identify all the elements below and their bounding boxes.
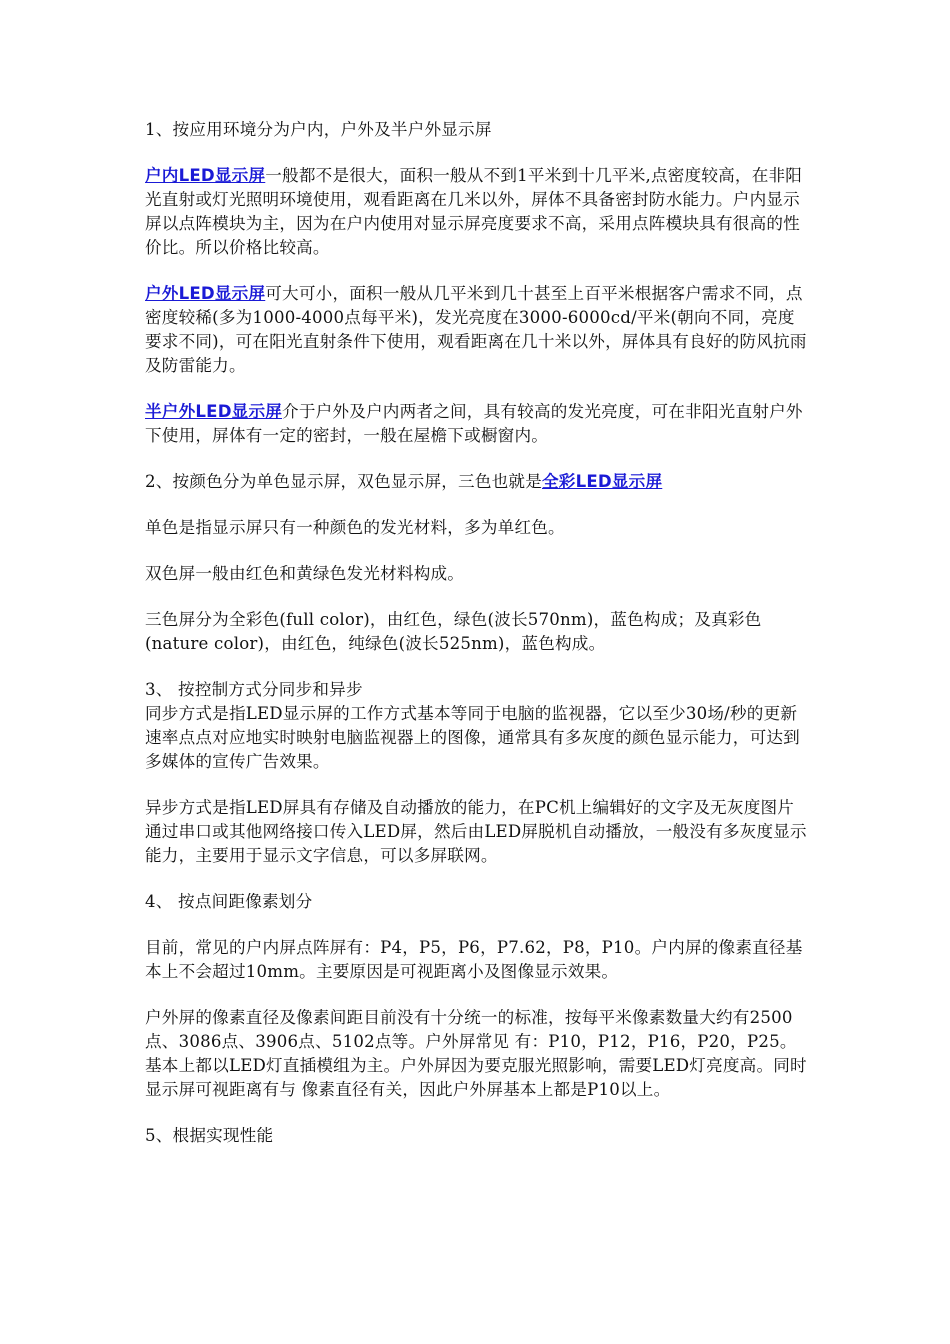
section-4-heading: 4、 按点间距像素划分 [145,892,313,911]
semi-outdoor-text: 介于户外及户内两者之间，具有较高的发光亮度，可在非阳光直射户外下使用，屏体有一定的密封，一般在屋檐下或橱窗内。 [145,402,803,445]
section-5-heading: 5、根据实现性能 [145,1126,274,1145]
outdoor-pitch-paragraph: 户外屏的像素直径及像素间距目前没有十分统一的标准，按每平米像素数量大约有2500点、3086点、3906点、5102点等。户外屏常见 有：P10，P12，P16，P20，P25。基本上都以LED灯直插模组为主。户外屏因为要克服光照影响，需要LED灯亮度高。同时显示屏可视距离有与 像素直径有关，因此户外屏基本上都是P10以上。 [145,1008,807,1099]
section-2-heading-text: 2、按颜色分为单色显示屏，双色显示屏，三色也就是 [145,472,543,491]
outdoor-led-link[interactable]: 户外LED显示屏 [145,284,266,303]
semi-outdoor-paragraph [145,400,810,448]
dual-paragraph: 双色屏一般由红色和黄绿色发光材料构成。 [145,564,465,583]
indoor-led-link[interactable]: 户内LED显示屏 [145,166,266,185]
outdoor-text: 可大可小，面积一般从几平米到几十甚至上百平米根据客户需求不同，点密度较稀(多为1000-4000点每平米)，发光亮度在3000-6000cd/平米(朝向不同，亮度要求不同)，可在阳光直射条件下使用，观看距离在几十米以外，屏体具有良好的防风抗雨及防雷能力。 [145,284,807,375]
tri-paragraph: 三色屏分为全彩色(full color)，由红色，绿色(波长570nm)，蓝色构成；及真彩色(nature color)，由红色，纯绿色(波长525nm)，蓝色构成。 [145,610,762,653]
indoor-paragraph [145,164,810,260]
async-paragraph: 异步方式是指LED屏具有存储及自动播放的能力，在PC机上编辑好的文字及无灰度图片通过串口或其他网络接口传入LED屏，然后由LED屏脱机自动播放，一般没有多灰度显示能力，主要用于显示文字信息，可以多屏联网。 [145,798,807,865]
sync-paragraph: 同步方式是指LED显示屏的工作方式基本等同于电脑的监视器，它以至少30场/秒的更新速率点点对应地实时映射电脑监视器上的图像，通常具有多灰度的颜色显示能力，可达到多媒体的宣传广告效果。 [145,704,800,771]
section-1-heading: 1、按应用环境分为户内，户外及半户外显示屏 [145,120,492,139]
outdoor-paragraph [145,282,810,378]
section-3-heading: 3、 按控制方式分同步和异步 [145,680,363,699]
indoor-pitch-paragraph: 目前，常见的户内屏点阵屏有：P4，P5，P6，P7.62，P8，P10。户内屏的像素直径基本上不会超过10mm。主要原因是可视距离小及图像显示效果。 [145,938,803,981]
section-2-heading [145,470,810,494]
indoor-text: 一般都不是很大，面积一般从不到1平米到十几平米,点密度较高，在非阳光直射或灯光照明环境使用，观看距离在几米以外，屏体不具备密封防水能力。户内显示屏以点阵模块为主，因为在户内使用对显示屏亮度要求不高，采用点阵模块具有很高的性价比。所以价格比较高。 [145,166,803,257]
document-body [145,118,810,1170]
full-color-led-link[interactable]: 全彩LED显示屏 [542,472,663,491]
semi-outdoor-led-link[interactable]: 半户外LED显示屏 [145,402,283,421]
mono-paragraph: 单色是指显示屏只有一种颜色的发光材料，多为单红色。 [145,518,565,537]
